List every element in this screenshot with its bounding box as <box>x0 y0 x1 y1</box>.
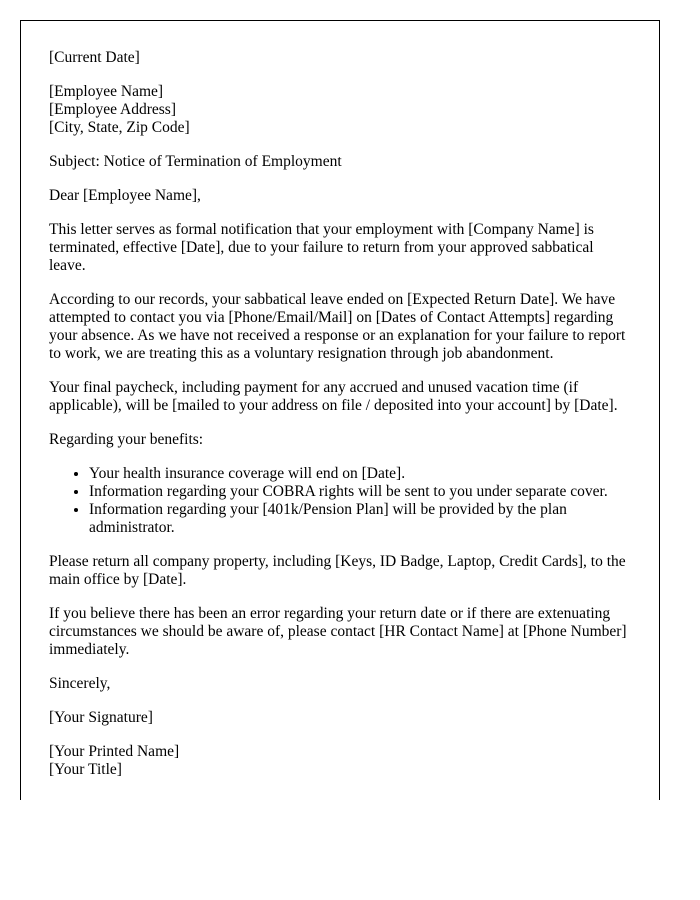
paragraph-property: Please return all company property, including [Keys, ID Badge, Laptop, Credit Cards], to the main office by [Date]. <box>49 553 626 588</box>
recipient-block <box>49 83 631 137</box>
recipient-city: [City, State, Zip Code] <box>49 119 190 136</box>
paragraph-error: If you believe there has been an error regarding your return date or if there are extenuating circumstances we should be aware of, please contact [HR Contact Name] at [Phone Number] immediately. <box>49 605 627 658</box>
letter-page <box>20 20 660 800</box>
closing-printed-name: [Your Printed Name] <box>49 743 180 760</box>
paragraph-intro: This letter serves as formal notification that your employment with [Company Name] is terminated, effective [Date], due to your failure to return from your approved sabbatical leave. <box>49 221 594 274</box>
recipient-address: [Employee Address] <box>49 101 176 118</box>
list-item: • Information regarding your [401k/Pension Plan] will be provided by the plan administrator. <box>89 501 631 537</box>
list-item: • Information regarding your COBRA rights will be sent to you under separate cover. <box>89 483 631 501</box>
closing-sign-off: Sincerely, <box>49 675 111 692</box>
recipient-name: [Employee Name] <box>49 83 164 100</box>
paragraph-paycheck: Your final paycheck, including payment for any accrued and unused vacation time (if applicable), will be [mailed to your address on file / deposited into your account] by [Date]. <box>49 379 618 414</box>
letter-date: [Current Date] <box>49 49 140 66</box>
paragraph-benefits-intro: Regarding your benefits: <box>49 431 204 448</box>
letter-salutation: Dear [Employee Name], <box>49 187 201 204</box>
letter-subject: Subject: Notice of Termination of Employment <box>49 153 342 170</box>
list-item: • Your health insurance coverage will end on [Date]. <box>89 465 631 483</box>
closing-title: [Your Title] <box>49 761 122 778</box>
paragraph-records: According to our records, your sabbatical leave ended on [Expected Return Date]. We have attempted to contact you via [Phone/Email/Mail] on [Dates of Contact Attempts] regarding your absence. As we have not received a response or an explanation for your failure to report to work, we are treating this as a voluntary resignation through job abandonment. <box>49 291 626 362</box>
letter-body <box>21 21 659 779</box>
benefits-list <box>49 465 631 537</box>
closing-signature: [Your Signature] <box>49 709 153 726</box>
